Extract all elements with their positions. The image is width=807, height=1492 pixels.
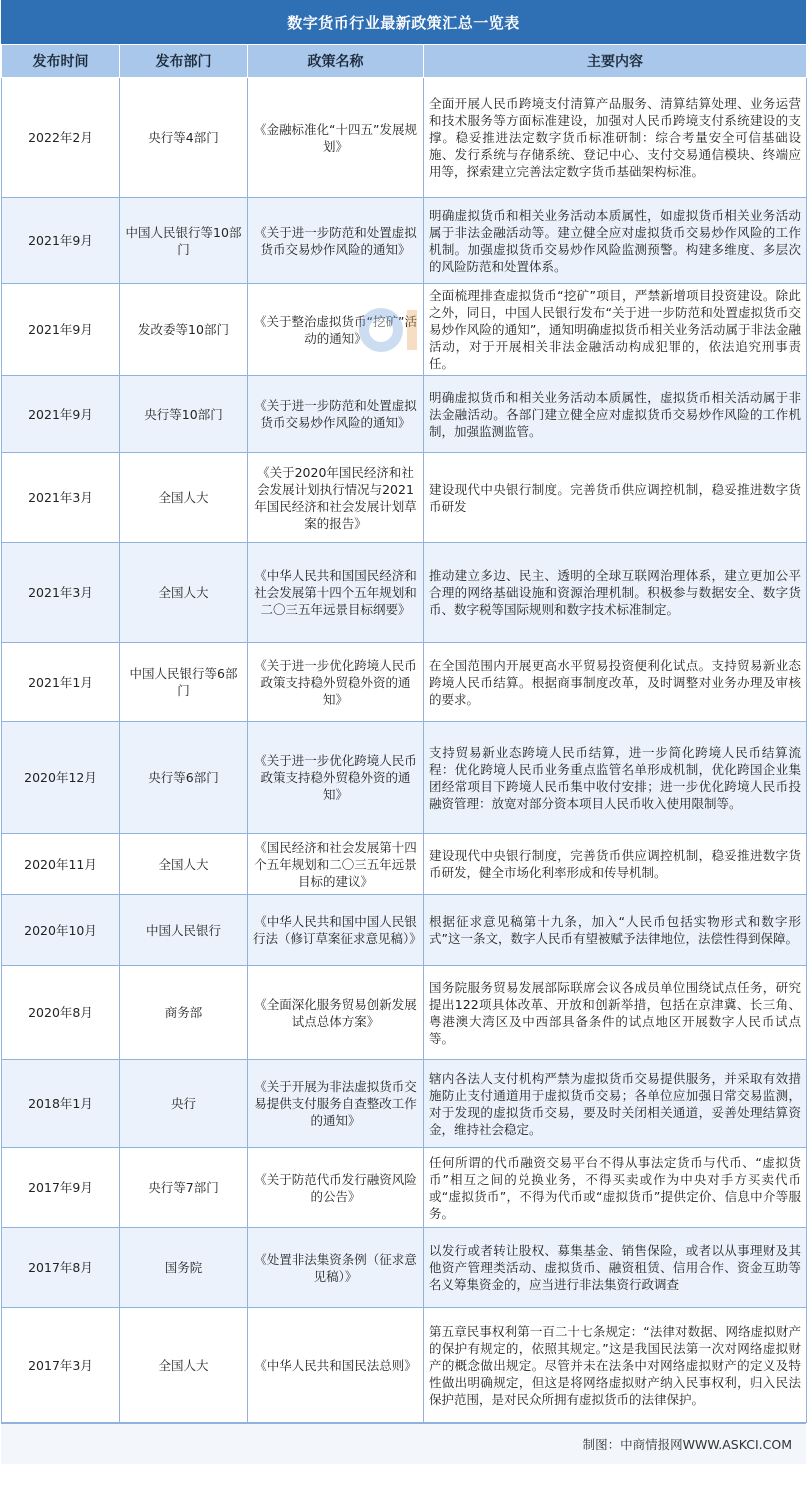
table-title: 数字货币行业最新政策汇总一览表: [1, 0, 806, 44]
cell-date: 2018年1月: [2, 1060, 120, 1148]
table-row: [2, 1308, 807, 1423]
cell-dept: 全国人大: [120, 543, 248, 643]
cell-date: 2021年9月: [2, 284, 120, 376]
cell-content: 国务院服务贸易发展部际联席会议各成员单位围绕试点任务，研究提出122项具体改革、开放和创新举措，包括在京津冀、长三角、粤港澳大湾区及中西部具备条件的试点地区开展数字人民币试点等。: [424, 966, 807, 1060]
cell-policy: 《关于进一步防范和处置虚拟货币交易炒作风险的通知》: [248, 198, 424, 284]
cell-content: 在全国范围内开展更高水平贸易投资便利化试点。支持贸易新业态跨境人民币结算。根据商事制度改革，及时调整对业务办理及审核的要求。: [424, 643, 807, 722]
cell-date: 2020年8月: [2, 966, 120, 1060]
source-footer: 制图：中商情报网WWW.ASKCI.COM: [1, 1423, 806, 1464]
cell-date: 2021年9月: [2, 198, 120, 284]
cell-date: 2020年12月: [2, 722, 120, 834]
cell-policy: 《全面深化服务贸易创新发展试点总体方案》: [248, 966, 424, 1060]
cell-policy: 《国民经济和社会发展第十四个五年规划和二〇三五年远景目标的建议》: [248, 834, 424, 895]
cell-date: 2020年10月: [2, 895, 120, 966]
table-row: [2, 722, 807, 834]
cell-content: 全面开展人民币跨境支付清算产品服务、清算结算处理、业务运营和技术服务等方面标准建设，加强对人民币跨境支付系统建设的支撑。稳妥推进法定数字货币标准研制：综合考量安全可信基础设施、发行系统与存储系统、登记中心、支付交易通信模块、终端应用等，探索建立完善法定数字货币基础架构标准。: [424, 78, 807, 198]
table-row: [2, 376, 807, 453]
cell-dept: 央行等7部门: [120, 1148, 248, 1228]
cell-dept: 全国人大: [120, 453, 248, 543]
cell-content: 任何所谓的代币融资交易平台不得从事法定货币与代币、“虚拟货币”相互之间的兑换业务，不得买卖或作为中央对手方买卖代币或“虚拟货币”，不得为代币或“虚拟货币”提供定价、信息中介等服务。: [424, 1148, 807, 1228]
cell-date: 2020年11月: [2, 834, 120, 895]
cell-dept: 央行等4部门: [120, 78, 248, 198]
cell-dept: 中国人民银行: [120, 895, 248, 966]
cell-dept: 中国人民银行等10部门: [120, 198, 248, 284]
cell-policy: 《关于整治虚拟货币“挖矿”活动的通知》: [248, 284, 424, 376]
cell-dept: 央行等10部门: [120, 376, 248, 453]
cell-policy: 《金融标准化“十四五”发展规划》: [248, 78, 424, 198]
policy-table-container: [1, 0, 806, 1464]
table-row: [2, 198, 807, 284]
column-header-date: 发布时间: [2, 45, 120, 78]
cell-content: 推动建立多边、民主、透明的全球互联网治理体系，建立更加公平合理的网络基础设施和资源治理机制。积极参与数据安全、数字货币、数字税等国际规则和数字技术标准制定。: [424, 543, 807, 643]
cell-policy: 《关于2020年国民经济和社会发展计划执行情况与2021年国民经济和社会发展计划草案的报告》: [248, 453, 424, 543]
cell-policy: 《中华人民共和国民法总则》: [248, 1308, 424, 1423]
cell-dept: 央行等6部门: [120, 722, 248, 834]
table-body: [2, 78, 807, 1423]
cell-content: 以发行或者转让股权、募集基金、销售保险，或者以从事理财及其他资产管理类活动、虚拟货币、融资租赁、信用合作、资金互助等名义筹集资金的，应当进行非法集资行政调查: [424, 1228, 807, 1308]
cell-policy: 《关于进一步优化跨境人民币政策支持稳外贸稳外资的通知》: [248, 722, 424, 834]
cell-content: 明确虚拟货币和相关业务活动本质属性，如虚拟货币相关业务活动属于非法金融活动等。建立健全应对虚拟货币交易炒作风险的工作机制。加强虚拟货币交易炒作风险监测预警。构建多维度、多层次的风险防范和处置体系。: [424, 198, 807, 284]
cell-content: 建设现代中央银行制度。完善货币供应调控机制，稳妥推进数字货币研发: [424, 453, 807, 543]
cell-content: 第五章民事权利第一百二十七条规定：“法律对数据、网络虚拟财产的保护有规定的，依照其规定。”这是我国民法第一次对网络虚拟财产的概念做出规定。尽管并未在法条中对网络虚拟财产的定义及特性做出明确规定，但这是将网络虚拟财产纳入民事权利，归入民法保护范围，是对民众所拥有虚拟货币的法律保护。: [424, 1308, 807, 1423]
table-row: [2, 78, 807, 198]
cell-dept: 全国人大: [120, 1308, 248, 1423]
cell-content: 支持贸易新业态跨境人民币结算，进一步简化跨境人民币结算流程：优化跨境人民币业务重点监管名单形成机制，优化跨国企业集团经常项目下跨境人民币集中收付安排；进一步优化跨境人民币投融资管理：放宽对部分资本项目人民币收入使用限制等。: [424, 722, 807, 834]
table-row: [2, 1060, 807, 1148]
cell-content: 建设现代中央银行制度，完善货币供应调控机制，稳妥推进数字货币研发，健全市场化利率形成和传导机制。: [424, 834, 807, 895]
cell-dept: 全国人大: [120, 834, 248, 895]
cell-policy: 《关于防范代币发行融资风险的公告》: [248, 1148, 424, 1228]
table-row: [2, 453, 807, 543]
table-row: [2, 284, 807, 376]
cell-policy: 《处置非法集资条例（征求意见稿）》: [248, 1228, 424, 1308]
cell-policy: 《关于开展为非法虚拟货币交易提供支付服务自查整改工作的通知》: [248, 1060, 424, 1148]
cell-date: 2022年2月: [2, 78, 120, 198]
cell-date: 2021年3月: [2, 543, 120, 643]
cell-date: 2017年8月: [2, 1228, 120, 1308]
cell-date: 2021年1月: [2, 643, 120, 722]
table-header-row: [2, 45, 807, 78]
cell-date: 2021年3月: [2, 453, 120, 543]
cell-content: 根据征求意见稿第十九条，加入“人民币包括实物形式和数字形式”这一条文，数字人民币有望被赋予法律地位，法偿性得到保障。: [424, 895, 807, 966]
cell-policy: 《关于进一步防范和处置虚拟货币交易炒作风险的通知》: [248, 376, 424, 453]
table-row: [2, 543, 807, 643]
table-row: [2, 1228, 807, 1308]
column-header-dept: 发布部门: [120, 45, 248, 78]
cell-policy: 《中华人民共和国国民经济和社会发展第十四个五年规划和二〇三五年远景目标纲要》: [248, 543, 424, 643]
cell-date: 2017年9月: [2, 1148, 120, 1228]
cell-policy: 《中华人民共和国中国人民银行法（修订草案征求意见稿）》: [248, 895, 424, 966]
column-header-content: 主要内容: [424, 45, 807, 78]
cell-dept: 中国人民银行等6部门: [120, 643, 248, 722]
table-row: [2, 895, 807, 966]
column-header-policy: 政策名称: [248, 45, 424, 78]
cell-dept: 国务院: [120, 1228, 248, 1308]
table-row: [2, 643, 807, 722]
cell-policy: 《关于进一步优化跨境人民币政策支持稳外贸稳外资的通知》: [248, 643, 424, 722]
cell-date: 2017年3月: [2, 1308, 120, 1423]
table-row: [2, 966, 807, 1060]
cell-content: 全面梳理排查虚拟货币“挖矿”项目，严禁新增项目投资建设。除此之外，同日，中国人民银行发布“关于进一步防范和处置虚拟货币交易炒作风险的通知”，通知明确虚拟货币相关业务活动属于非法金融活动，对于开展相关非法金融活动构成犯罪的，依法追究刑事责任。: [424, 284, 807, 376]
cell-dept: 央行: [120, 1060, 248, 1148]
cell-dept: 发改委等10部门: [120, 284, 248, 376]
cell-content: 明确虚拟货币和相关业务活动本质属性，虚拟货币相关活动属于非法金融活动。各部门建立健全应对虚拟货币交易炒作风险的工作机制，加强监测监管。: [424, 376, 807, 453]
cell-dept: 商务部: [120, 966, 248, 1060]
cell-date: 2021年9月: [2, 376, 120, 453]
policy-table: [1, 44, 807, 1423]
table-row: [2, 834, 807, 895]
cell-content: 辖内各法人支付机构严禁为虚拟货币交易提供服务，并采取有效措施防止支付通道用于虚拟货币交易；各单位应加强日常交易监测，对于发现的虚拟货币交易，要及时关闭相关通道，妥善处理结算资金，维持社会稳定。: [424, 1060, 807, 1148]
table-row: [2, 1148, 807, 1228]
